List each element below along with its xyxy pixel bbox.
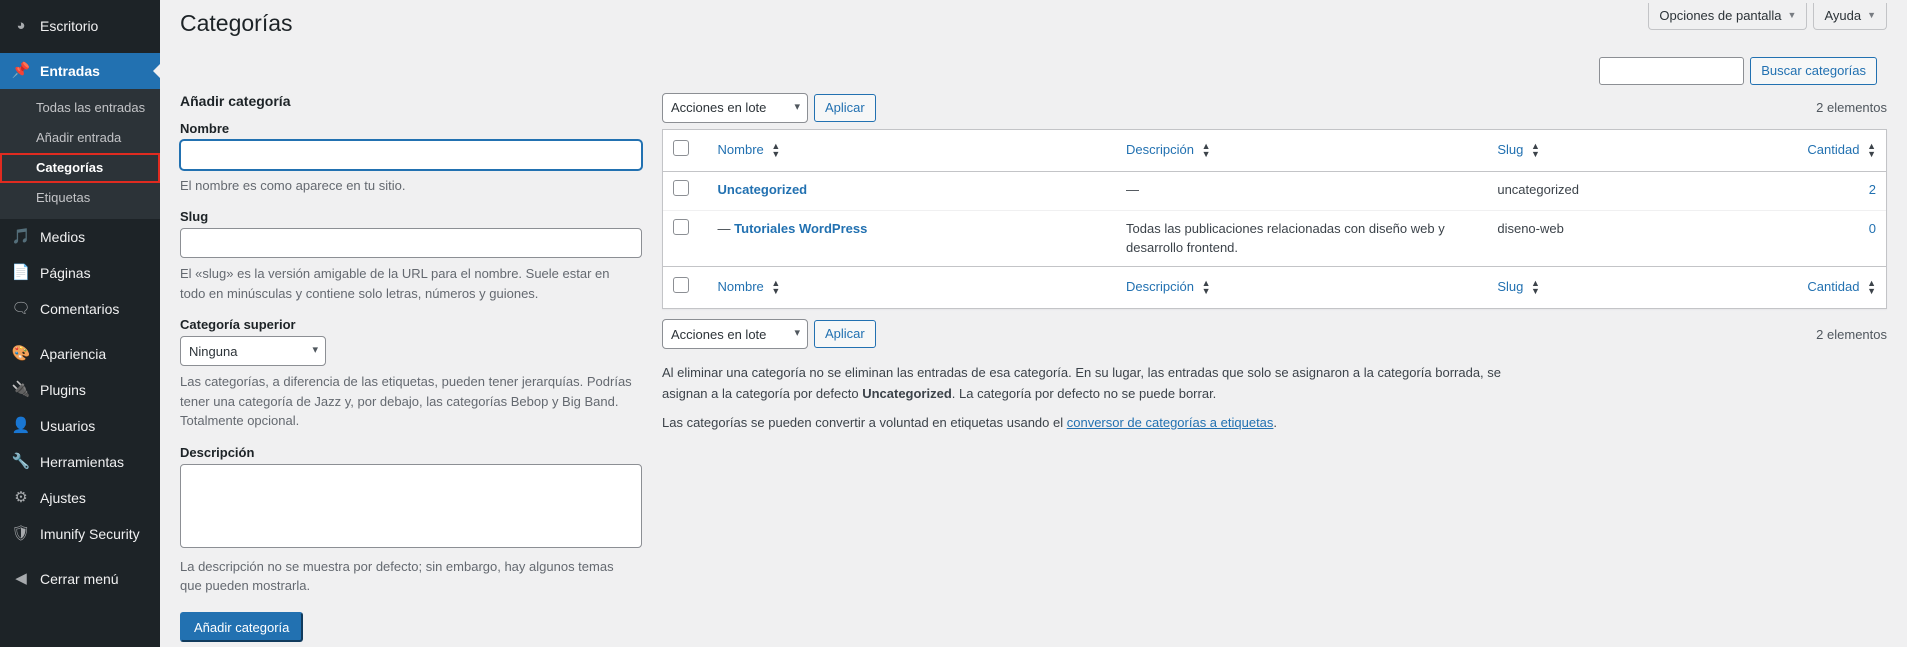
sidebar-subitem-anadir-entrada[interactable]: Añadir entrada <box>36 130 122 145</box>
column-header-slug-bottom[interactable] <box>1487 266 1796 309</box>
shield-icon: 🛡 <box>11 525 31 542</box>
row-checkbox[interactable] <box>673 180 689 196</box>
row-checkbox-cell <box>663 210 708 266</box>
row-slug-cell: uncategorized <box>1497 182 1580 198</box>
note-default-category: Uncategorized <box>862 386 952 402</box>
column-label-count: Cantidad <box>1807 278 1860 294</box>
column-label-name: Nombre <box>717 141 764 157</box>
sidebar-item-ajustes[interactable] <box>0 480 160 516</box>
admin-main <box>160 0 1907 647</box>
tablenav-top <box>662 93 1887 123</box>
add-category-button[interactable]: Añadir categoría <box>180 612 303 642</box>
sort-arrows-icon: ▲ ▼ <box>1201 141 1211 160</box>
row-name-cell <box>708 172 1116 210</box>
submit-row <box>180 612 632 642</box>
name-label: Nombre <box>180 120 230 136</box>
sidebar-item-paginas[interactable] <box>0 255 160 291</box>
sidebar-item-label: Escritorio <box>40 18 99 34</box>
sidebar-item-comentarios[interactable] <box>0 291 160 327</box>
parent-category-select-wrap <box>180 336 326 366</box>
description-label: Descripción <box>180 444 255 460</box>
search-box <box>180 57 1887 85</box>
sidebar-item-escritorio[interactable] <box>0 8 160 44</box>
sidebar-item-herramientas[interactable] <box>0 444 160 480</box>
sidebar-top-spacer <box>0 0 160 8</box>
column-label-slug: Slug <box>1497 141 1524 157</box>
sort-arrows-icon: ▲ ▼ <box>1867 278 1876 297</box>
row-description-cell: Todas las publicaciones relacionadas con diseño web y desarrollo frontend. <box>1116 210 1487 266</box>
pages-icon: 📄 <box>11 264 31 281</box>
search-categories-button[interactable]: Buscar categorías <box>1750 57 1877 85</box>
slug-help: El «slug» es la versión amigable de la URL para el nombre. Suele estar en todo en minúsculas y contiene solo letras, números y guiones. <box>180 266 610 301</box>
row-description-cell: — <box>1126 182 1140 198</box>
column-header-name-top[interactable] <box>708 130 1116 173</box>
column-header-description-top[interactable] <box>1116 130 1487 173</box>
users-icon: 👤 <box>11 417 31 434</box>
sort-arrows-icon: ▲ ▼ <box>1201 278 1211 297</box>
row-slug-cell: diseno-web <box>1487 210 1796 266</box>
sidebar-item-plugins[interactable] <box>0 372 160 408</box>
sidebar-item-label: Cerrar menú <box>40 571 119 587</box>
bulk-actions-select-wrap-bottom <box>662 319 808 349</box>
collapse-icon: ◀ <box>15 570 27 587</box>
categories-notes <box>662 363 1522 433</box>
add-category-form <box>180 93 652 642</box>
description-help: La descripción no se muestra por defecto; sin embargo, hay algunos temas que pueden mostrarla. <box>180 558 614 594</box>
parent-category-label: Categoría superior <box>180 317 296 333</box>
plugins-icon: 🔌 <box>11 381 31 398</box>
screen-options-label: Opciones de pantalla <box>1659 8 1782 23</box>
content-columns <box>160 93 1907 642</box>
table-foot <box>663 266 1886 309</box>
select-all-footer <box>663 266 708 309</box>
parent-help: Las categorías, a diferencia de las etiquetas, pueden tener jerarquías. Podrías tener una categoría de Jazz y, por debajo, las categorías Bebop y Big Band. Totalmente opcional. <box>180 374 632 429</box>
table-row <box>663 172 1886 210</box>
help-label: Ayuda <box>1824 8 1862 23</box>
table-row <box>663 210 1886 266</box>
sort-arrows-icon: ▲ ▼ <box>771 278 781 297</box>
dashboard-icon: ◕ <box>16 17 26 34</box>
note-line2-part1: Las categorías se pueden convertir a voluntad en etiquetas usando el <box>662 414 1067 430</box>
sort-arrows-icon: ▲ ▼ <box>771 141 781 160</box>
settings-icon: ⚙ <box>14 489 28 506</box>
sidebar-item-label: Ajustes <box>40 490 86 506</box>
description-textarea[interactable] <box>180 464 642 548</box>
column-label-count: Cantidad <box>1807 141 1860 157</box>
sidebar-item-label: Plugins <box>40 382 86 398</box>
select-all-checkbox-bottom[interactable] <box>673 277 689 293</box>
column-header-name-bottom[interactable] <box>708 266 1116 309</box>
converter-link[interactable]: conversor de categorías a etiquetas <box>1066 414 1274 430</box>
note-line2-part2: . <box>1273 414 1278 430</box>
apply-button-bottom[interactable]: Aplicar <box>814 320 876 348</box>
tablenav-bottom <box>662 319 1887 349</box>
sidebar-item-label: Páginas <box>40 265 91 281</box>
select-all-checkbox-top[interactable] <box>673 140 689 156</box>
row-count-cell[interactable]: 2 <box>1868 182 1876 198</box>
row-checkbox-cell <box>663 172 708 210</box>
chevron-down-icon: ▼ <box>1867 10 1876 20</box>
sidebar-submenu-entradas <box>0 89 160 219</box>
sidebar-item-medios[interactable] <box>0 219 160 255</box>
apply-button-top[interactable]: Aplicar <box>814 94 876 122</box>
page-title: Categorías <box>180 10 293 36</box>
note-line1-part1: Al eliminar una categoría no se eliminan las entradas de esa categoría. En su lugar, las entradas que solo se asignaron a la categoría borrada, se asignan a la categoría por defecto <box>662 365 1502 402</box>
row-name-cell <box>708 210 1116 266</box>
sidebar-separator-3 <box>0 552 160 561</box>
sidebar-separator-2 <box>0 327 160 336</box>
slug-label: Slug <box>180 209 209 225</box>
categories-list <box>652 93 1887 442</box>
add-category-title: Añadir categoría <box>180 92 291 109</box>
item-count-top: 2 elementos <box>1816 100 1887 116</box>
sidebar-subitem-categorias[interactable]: Categorías <box>0 153 160 183</box>
sidebar-item-cerrar-menu[interactable] <box>0 561 160 597</box>
search-input[interactable] <box>1599 57 1744 85</box>
note-delete-category <box>662 363 1522 405</box>
table-header-row <box>663 130 1886 173</box>
row-count-cell[interactable]: 0 <box>1797 210 1886 266</box>
sidebar-item-label: Herramientas <box>40 454 125 470</box>
table-head <box>663 130 1886 173</box>
pin-icon: 📌 <box>11 62 31 79</box>
screen-meta-links <box>1648 0 1907 30</box>
column-label-description: Descripción <box>1126 141 1194 157</box>
column-header-count-top[interactable] <box>1797 130 1886 173</box>
sidebar-separator <box>0 44 160 53</box>
bulk-actions-select-wrap-top <box>662 93 808 123</box>
sidebar-item-label: Imunify Security <box>40 526 140 542</box>
column-header-description-bottom[interactable] <box>1116 266 1487 309</box>
help-button[interactable] <box>1813 3 1887 30</box>
bulk-actions-select-bottom[interactable] <box>662 319 808 349</box>
name-help: El nombre es como aparece en tu sitio. <box>180 177 406 193</box>
column-header-slug-top[interactable] <box>1487 130 1796 173</box>
sidebar-item-label: Medios <box>40 229 86 245</box>
chevron-down-icon: ▼ <box>1787 10 1797 20</box>
note-convert-categories <box>662 413 1522 434</box>
row-checkbox[interactable] <box>673 219 689 235</box>
media-icon: 🎵 <box>11 228 31 245</box>
sidebar-item-usuarios[interactable] <box>0 408 160 444</box>
sidebar-item-imunify-security[interactable] <box>0 516 160 552</box>
page-header-wrap <box>160 0 1907 85</box>
appearance-icon: 🎨 <box>11 345 31 362</box>
admin-sidebar <box>0 0 160 647</box>
categories-table <box>662 129 1887 310</box>
slug-input[interactable] <box>180 228 642 258</box>
column-label-slug: Slug <box>1497 278 1524 294</box>
column-header-count-bottom[interactable] <box>1797 266 1886 309</box>
sidebar-item-label: Entradas <box>40 63 100 79</box>
category-link-tutoriales-wordpress[interactable]: Tutoriales WordPress <box>734 220 868 236</box>
name-input[interactable] <box>180 140 642 170</box>
sort-arrows-icon: ▲ ▼ <box>1867 141 1876 160</box>
column-label-description: Descripción <box>1126 278 1194 294</box>
sidebar-item-entradas[interactable] <box>0 53 160 89</box>
sidebar-item-label: Apariencia <box>40 346 107 362</box>
select-all-header <box>663 130 708 173</box>
row-hierarchy-prefix: — <box>717 220 731 236</box>
column-label-name: Nombre <box>717 278 764 294</box>
note-line1-part2: . La categoría por defecto no se puede borrar. <box>951 386 1217 402</box>
item-count-bottom: 2 elementos <box>1816 326 1887 342</box>
sidebar-item-apariencia[interactable] <box>0 336 160 372</box>
sidebar-item-label: Comentarios <box>40 301 120 317</box>
parent-category-select[interactable] <box>180 336 326 366</box>
table-footer-row <box>663 266 1886 309</box>
sidebar-subitem-etiquetas[interactable]: Etiquetas <box>36 190 91 205</box>
comments-icon: 🗨 <box>11 300 31 317</box>
sidebar-item-label: Usuarios <box>40 418 96 434</box>
tools-icon: 🔧 <box>11 453 31 470</box>
screen-options-button[interactable] <box>1648 3 1807 30</box>
category-link-uncategorized[interactable]: Uncategorized <box>717 182 808 198</box>
table-body <box>663 172 1886 266</box>
sidebar-subitem-todas-las-entradas[interactable]: Todas las entradas <box>36 100 146 115</box>
bulk-actions-select-top[interactable] <box>662 93 808 123</box>
sort-arrows-icon: ▲ ▼ <box>1531 141 1540 160</box>
sort-arrows-icon: ▲ ▼ <box>1531 278 1540 297</box>
